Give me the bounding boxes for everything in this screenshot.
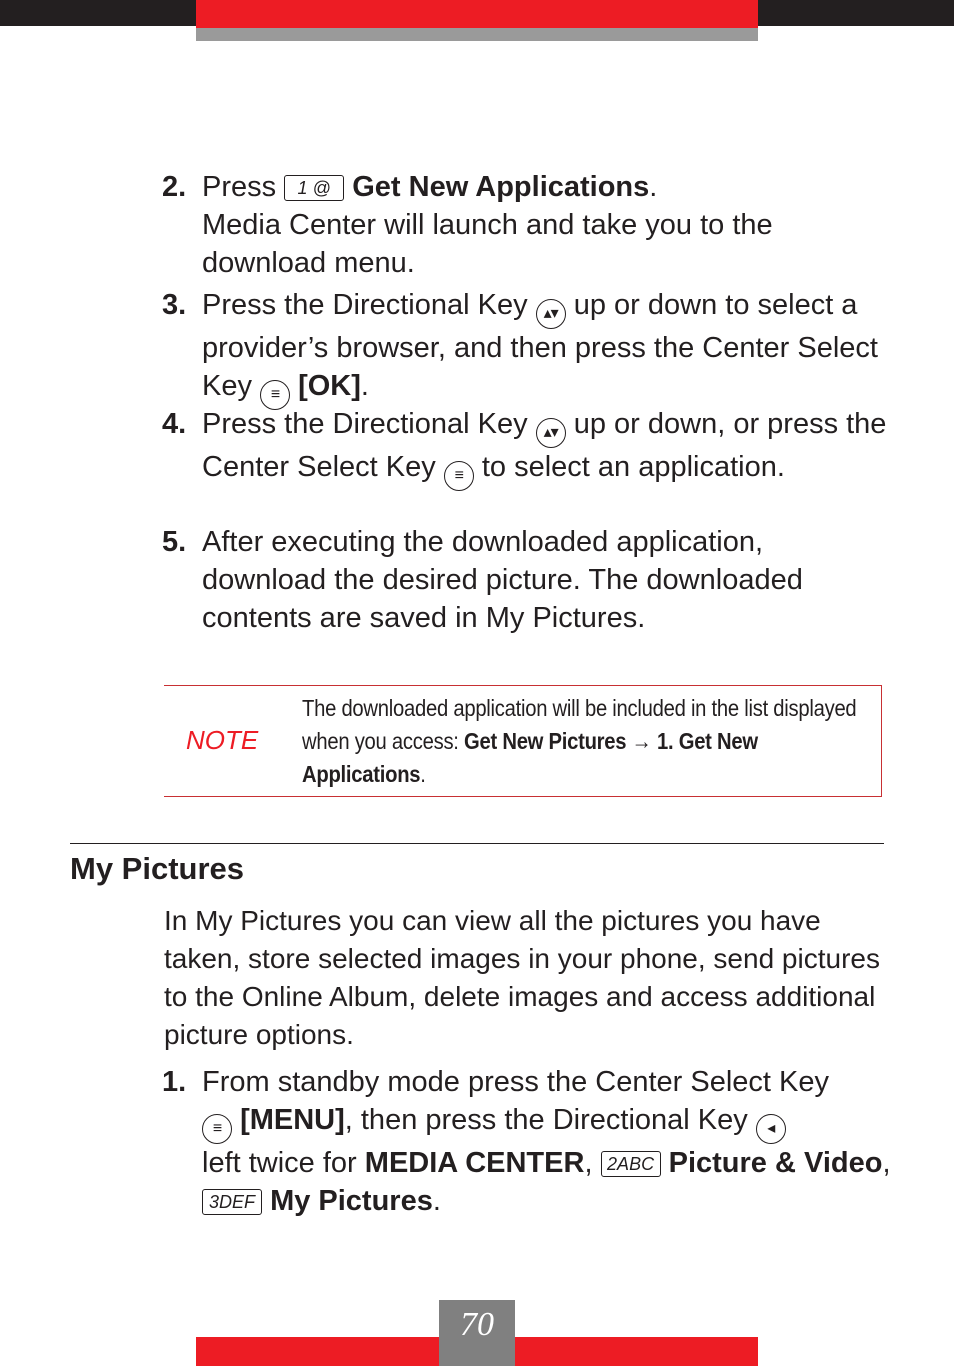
punct: , bbox=[584, 1147, 601, 1179]
directional-key-updown-icon: ▴▾ bbox=[536, 299, 566, 329]
step-number: 2. bbox=[162, 171, 187, 203]
punct: . bbox=[360, 370, 369, 402]
punct: . bbox=[420, 761, 426, 787]
punct: , bbox=[882, 1147, 891, 1179]
key-3-icon: 3DEF bbox=[202, 1189, 262, 1215]
step-text: left twice for bbox=[202, 1147, 365, 1179]
punct: . bbox=[649, 171, 658, 203]
center-select-key-icon: ≡ bbox=[260, 380, 290, 410]
step-number: 5. bbox=[162, 526, 187, 558]
step-text: up or down to select a provider’s browser, and then press the Center Select Key bbox=[202, 289, 878, 402]
step-text: After executing the downloaded application, download the desired picture. The downloaded contents are saved in My Pictures. bbox=[202, 526, 803, 634]
punct: . bbox=[432, 1185, 441, 1217]
step-number: 3. bbox=[162, 289, 187, 321]
note-bold: Get New Pictures bbox=[464, 728, 627, 754]
step-text: From standby mode press the Center Select Key bbox=[202, 1066, 830, 1098]
step-text: Press the Directional Key bbox=[202, 289, 536, 321]
key-1-icon: 1 @ bbox=[284, 175, 344, 201]
directional-key-left-icon: ◂ bbox=[756, 1114, 786, 1144]
step-bold: MEDIA CENTER bbox=[364, 1147, 585, 1179]
footer-bar-left bbox=[196, 1337, 439, 1366]
note-text bbox=[302, 692, 874, 791]
note-box bbox=[164, 685, 882, 797]
note-body: The downloaded application will be included in the list displayed when you access: bbox=[302, 695, 857, 754]
top-gray-band bbox=[196, 28, 758, 41]
step-text: Media Center will launch and take you to the download menu. bbox=[202, 209, 773, 279]
step-bold: [OK] bbox=[298, 370, 361, 402]
center-select-key-icon: ≡ bbox=[444, 461, 474, 491]
step-text: Press bbox=[202, 171, 285, 203]
step-bold: My Pictures bbox=[270, 1185, 433, 1217]
arrow-icon: → bbox=[626, 728, 657, 754]
step-text: , then press the Directional Key bbox=[344, 1104, 756, 1136]
center-select-key-icon: ≡ bbox=[202, 1114, 232, 1144]
step-text: up or down, or press the Center Select Key bbox=[202, 408, 887, 483]
step-bold: [MENU] bbox=[240, 1104, 345, 1136]
note-bold: 1. Get New Applications bbox=[302, 728, 758, 787]
step-bold: Get New Applications bbox=[352, 171, 650, 203]
step-number: 1. bbox=[162, 1066, 187, 1098]
section-title: My Pictures bbox=[70, 851, 245, 886]
section-intro: In My Pictures you can view all the pictures you have taken, store selected images in your phone, send pictures to the Online Album, delete images and access additional picture options. bbox=[164, 905, 880, 1050]
page-number: 70 bbox=[460, 1306, 494, 1343]
step-text: Press the Directional Key bbox=[202, 408, 536, 440]
note-label: NOTE bbox=[186, 725, 259, 755]
step-text: to select an application. bbox=[473, 451, 785, 483]
step-number: 4. bbox=[162, 408, 187, 440]
directional-key-updown-icon: ▴▾ bbox=[536, 418, 566, 448]
step-bold: Picture & Video bbox=[668, 1147, 883, 1179]
footer-bar-right bbox=[515, 1337, 758, 1366]
top-red-band bbox=[196, 0, 758, 28]
section-divider bbox=[70, 843, 884, 844]
key-2-icon: 2ABC bbox=[601, 1151, 661, 1177]
